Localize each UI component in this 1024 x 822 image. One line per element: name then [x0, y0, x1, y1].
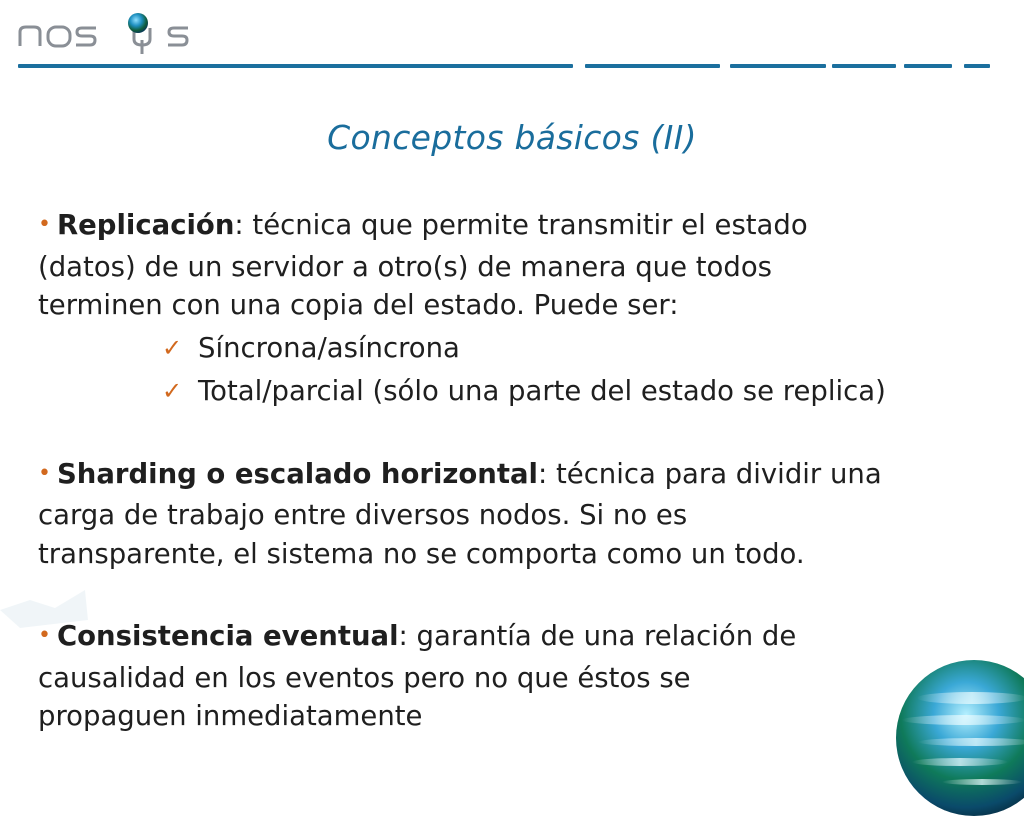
- bullet-text: carga de trabajo entre diversos nodos. Si no es: [38, 499, 688, 531]
- bullet-consistencia: [38, 617, 998, 736]
- replicacion-subitems: [38, 327, 998, 413]
- nosys-logo: [16, 10, 206, 58]
- subitem-text: Total/parcial (sólo una parte del estado se replica): [198, 374, 886, 407]
- bullet-text: : garantía de una relación de: [398, 620, 797, 652]
- bullet-term: Replicación: [56, 209, 235, 241]
- bullet-text: : técnica que permite transmitir el estado: [234, 209, 808, 241]
- slide-body: [38, 206, 998, 736]
- subitem-total-parcial: [38, 370, 998, 413]
- bullet-icon: •: [38, 623, 51, 648]
- bullet-term: Consistencia eventual: [56, 620, 399, 652]
- globe-decoration-icon: [894, 658, 1024, 818]
- bullet-text: transparente, el sistema no se comporta como un todo.: [38, 537, 805, 570]
- bullet-sharding: [38, 455, 998, 574]
- ghost-watermark: [0, 580, 90, 630]
- checkmark-icon: ✓: [162, 376, 183, 405]
- slide-title: Conceptos básicos (II): [327, 118, 697, 157]
- bullet-text: (datos) de un servidor a otro(s) de manera que todos: [38, 250, 772, 283]
- bullet-text: : técnica para dividir una: [537, 457, 882, 490]
- bullet-term: Sharding o escalado horizontal: [56, 457, 538, 490]
- bullet-icon: •: [38, 212, 51, 237]
- checkmark-icon: ✓: [162, 333, 183, 362]
- subitem-text: Síncrona/asíncrona: [198, 331, 460, 364]
- bullet-replicacion: [38, 206, 998, 325]
- bullet-text: terminen con una copia del estado. Puede ser:: [38, 289, 679, 321]
- bullet-text: causalidad en los eventos pero no que éstos se: [38, 661, 691, 694]
- header-divider: [18, 64, 990, 69]
- subitem-sincrona: [38, 327, 998, 370]
- bullet-icon: •: [38, 460, 51, 486]
- bullet-text: propaguen inmediatamente: [38, 700, 423, 732]
